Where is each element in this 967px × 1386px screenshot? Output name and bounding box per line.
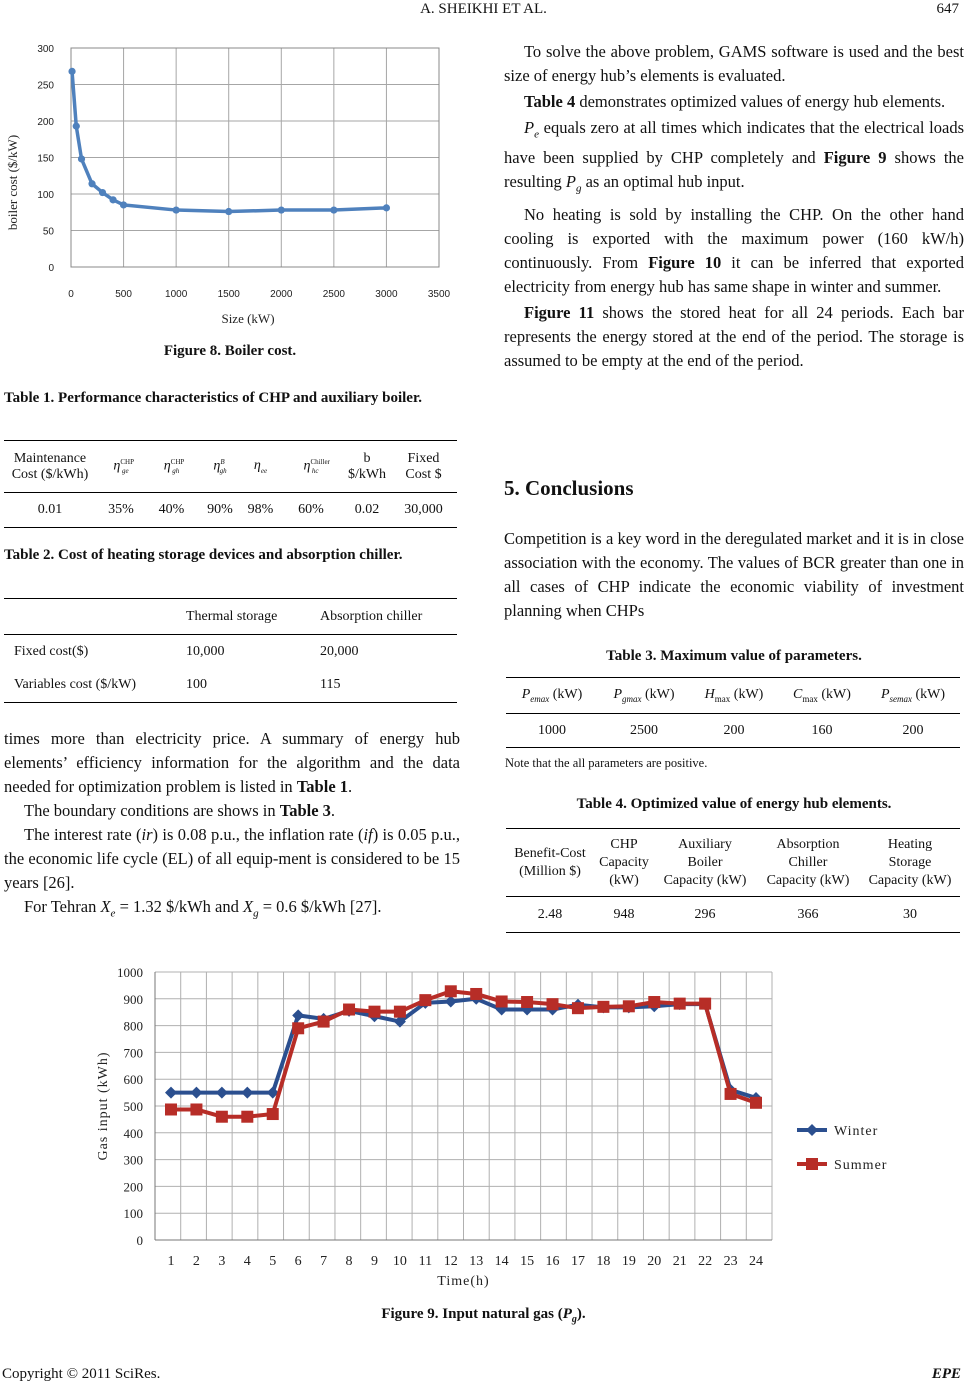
fig9-xtick-label: 17 xyxy=(570,1254,585,1269)
fig9-point-winter xyxy=(216,1087,228,1099)
fig8-ytick-label: 300 xyxy=(37,44,54,55)
table3 xyxy=(506,677,960,748)
fig9-ytick-label: 700 xyxy=(123,1045,143,1061)
fig8-xtick-label: 0 xyxy=(68,289,74,300)
t4-row: 2.48 948 296 366 30 xyxy=(506,897,960,933)
left-paragraph-2: The boundary conditions are shows in Table 3. xyxy=(24,801,336,820)
fig9-point-summer xyxy=(699,998,711,1010)
fig9-point-summer xyxy=(674,998,686,1010)
fig9-xtick-label: 22 xyxy=(698,1254,713,1269)
t1-row: 0.01 35% 40% 90% 98% 60% 0.02 30,000 xyxy=(4,493,457,528)
fig8-data-point xyxy=(88,180,95,187)
fig8-data-point xyxy=(109,196,116,203)
t2-row-fixed: Fixed cost($) 10,000 20,000 xyxy=(14,643,359,659)
t4-h-storage: Heating Storage Capacity (kW) xyxy=(868,836,952,888)
fig9-xtick-label: 23 xyxy=(723,1254,738,1269)
fig9-point-summer xyxy=(725,1088,737,1100)
fig9-point-summer xyxy=(521,996,533,1008)
right-paragraph-1: To solve the above problem, GAMS software is used and the best size of energy hub’s elements is evaluated. xyxy=(504,42,964,85)
fig9-ytick-label: 500 xyxy=(123,1099,143,1114)
fig9-ytick-label: 800 xyxy=(123,1018,143,1034)
fig9-legend-label-winter: Winter xyxy=(834,1124,879,1139)
fig9-xtick-label: 6 xyxy=(294,1254,302,1269)
fig8-data-point xyxy=(99,189,106,196)
table4 xyxy=(506,828,960,933)
fig9-xtick-label: 2 xyxy=(192,1254,200,1269)
fig9-point-summer xyxy=(750,1097,762,1109)
right-column-text xyxy=(504,40,964,373)
fig8-data-point xyxy=(173,206,180,213)
fig8-xtick-label: 2000 xyxy=(270,289,293,300)
left-paragraph-4: For Tehran $X_e = 1.32$ $/kWh and $X_g = 0.6$ $/kWh [27]. xyxy=(24,897,382,920)
figure8-caption: Figure 8. Boiler cost. xyxy=(163,343,297,359)
fig8-ytick-label: 150 xyxy=(37,153,54,165)
t3-h-pemax: $P_{emax}$ (kW) xyxy=(521,687,583,704)
fig9-legend-marker-winter xyxy=(806,1124,818,1136)
t1-h-eta-chiller: $\eta^{Chiller}_{hc}$ xyxy=(303,457,330,476)
t1-h-fixed: Fixed Cost $ xyxy=(405,450,442,482)
fig8-data-point xyxy=(68,68,75,75)
t2-row-variable: Variables cost ($/kW) 100 115 xyxy=(4,669,457,703)
fig9-point-summer xyxy=(470,988,482,1000)
fig8-xtick-label: 500 xyxy=(115,289,132,300)
fig9-ytick-label: 100 xyxy=(123,1206,143,1222)
fig9-xtick-label: 9 xyxy=(370,1254,378,1269)
fig9-xtick-label: 21 xyxy=(672,1254,687,1269)
fig9-x-axis-label: Time(h) xyxy=(437,1274,490,1289)
fig9-point-winter xyxy=(292,1009,304,1021)
t3-row: 1000 2500 200 160 200 xyxy=(506,714,960,748)
t1-h-eta-ge: $\eta^{CHP}_{ge}$ xyxy=(113,457,134,476)
fig8-ytick-label: 200 xyxy=(37,117,54,128)
fig8-data-point xyxy=(78,155,85,162)
t4-h-chiller: Absorption Chiller Capacity (kW) xyxy=(766,836,850,888)
running-title: A. SHEIKHI ET AL. xyxy=(420,1,547,17)
table3-caption: Table 3. Maximum value of parameters. xyxy=(606,648,862,664)
fig9-xtick-label: 10 xyxy=(392,1254,407,1269)
fig9-point-summer xyxy=(394,1006,406,1018)
footer-copyright: Copyright © 2011 SciRes. xyxy=(2,1366,161,1382)
fig9-point-summer xyxy=(318,1016,330,1028)
fig9-xtick-label: 12 xyxy=(443,1254,458,1269)
t1-h-b: b $/kWh xyxy=(347,450,387,482)
section-heading-conclusions: 5. Conclusions xyxy=(504,476,634,500)
fig9-ytick-label: 300 xyxy=(123,1152,143,1168)
fig9-point-summer xyxy=(343,1004,355,1016)
t1-h-maint: Maintenance Cost ($/kWh) xyxy=(11,450,89,482)
table2-caption: Table 2. Cost of heating storage devices and absorption chiller. xyxy=(4,547,403,563)
fig8-x-axis-label: Size (kW) xyxy=(221,311,275,326)
fig9-point-winter xyxy=(241,1087,253,1099)
fig9-xtick-label: 13 xyxy=(469,1254,484,1269)
fig9-xtick-label: 11 xyxy=(418,1254,433,1269)
conclusions-paragraph: Competition is a key word in the deregulated market and it is in close association with the economy. The values of BCR greater than one in all cases of CHP indicate the economic viability of investment planning when CHPs xyxy=(504,529,964,620)
t3-h-hmax: $H_{max}$ (kW) xyxy=(704,687,764,704)
fig8-data-point xyxy=(73,123,80,130)
fig9-point-summer xyxy=(165,1103,177,1115)
fig9-xtick-label: 20 xyxy=(647,1254,662,1269)
fig9-xtick-label: 3 xyxy=(218,1254,226,1269)
figure9-chart xyxy=(62,950,908,1300)
fig8-data-point xyxy=(278,206,285,213)
fig9-xtick-label: 4 xyxy=(243,1254,251,1269)
fig9-point-winter xyxy=(190,1087,202,1099)
fig9-xtick-label: 15 xyxy=(520,1254,535,1269)
fig9-ytick-label: 900 xyxy=(123,991,143,1007)
fig9-xtick-label: 24 xyxy=(749,1254,763,1269)
fig9-point-summer xyxy=(267,1108,279,1120)
fig8-xtick-label: 1500 xyxy=(217,289,240,300)
t1-h-eta-gh: $\eta^{CHP}_{gh}$ xyxy=(163,457,185,476)
fig8-data-point xyxy=(383,204,390,211)
fig8-data-point xyxy=(225,208,232,215)
left-paragraph-1: times more than electricity price. A summary of energy hub elements’ efficiency information for the algorithm and the data needed for optimization problem is listed in Table 1. xyxy=(4,729,460,796)
fig9-point-summer xyxy=(496,995,508,1007)
fig9-point-summer xyxy=(368,1006,380,1018)
fig8-xtick-label: 3500 xyxy=(427,289,451,300)
t4-h-chp: CHP Capacity (kW) xyxy=(599,836,649,888)
fig9-ytick-label: 1000 xyxy=(117,965,143,980)
t1-h-eta-ee: $\eta_{ee}$ xyxy=(253,458,268,475)
fig9-xtick-label: 18 xyxy=(596,1254,611,1269)
fig9-point-summer xyxy=(648,996,660,1008)
fig9-ytick-label: 600 xyxy=(123,1072,143,1088)
fig8-xtick-label: 3000 xyxy=(375,289,398,300)
fig9-legend-marker-summer xyxy=(806,1158,818,1170)
right-paragraph-3: $P_e$ equals zero at all times which indicates that the electrical loads have been supplied by CHP completely and Figure 9 shows the resulting $P_g$ as an optimal hub input. xyxy=(504,118,964,195)
t3-h-psemax: $P_{semax}$ (kW) xyxy=(880,687,946,704)
t3-h-cmax: $C_{max}$ (kW) xyxy=(793,687,851,704)
fig9-ytick-label: 200 xyxy=(123,1179,143,1195)
t3-h-pgmax: $P_{gmax}$ (kW) xyxy=(613,687,675,704)
fig8-ytick-label: 100 xyxy=(37,190,54,201)
fig9-point-summer xyxy=(547,998,559,1010)
fig9-xtick-label: 16 xyxy=(545,1254,560,1269)
t4-h-boiler: Auxiliary Boiler Capacity (kW) xyxy=(663,836,747,888)
table4-caption: Table 4. Optimized value of energy hub elements. xyxy=(576,796,892,812)
left-column-text xyxy=(4,727,460,925)
table1 xyxy=(4,440,457,528)
fig9-point-winter xyxy=(165,1087,177,1099)
fig8-y-axis-label: boiler cost ($/kW) xyxy=(5,134,20,231)
fig9-xtick-label: 7 xyxy=(320,1254,328,1269)
fig9-ytick-label: 0 xyxy=(136,1233,143,1248)
footer-journal: EPE xyxy=(931,1366,961,1382)
fig9-ytick-label: 400 xyxy=(123,1125,143,1141)
fig9-xtick-label: 5 xyxy=(269,1254,277,1269)
right-paragraph-5: Figure 11 shows the stored heat for all 24 periods. Each bar represents the energy stored at the end of the period. The storage is assumed to be empty at the end of the period. xyxy=(504,302,965,370)
t4-h-bcr: Benefit-Cost (Million $) xyxy=(514,845,586,879)
fig8-ytick-label: 50 xyxy=(42,226,54,238)
figure8-chart xyxy=(0,36,470,336)
fig8-data-point xyxy=(330,206,337,213)
left-paragraph-3: The interest rate (ir) is 0.08 p.u., the inflation rate (if) is 0.05 p.u., the economic life cycle (EL) of all equip-ment is considered to be 15 years [26]. xyxy=(4,825,460,892)
fig9-xtick-label: 14 xyxy=(494,1254,509,1269)
fig8-xtick-label: 2500 xyxy=(322,289,345,300)
fig9-y-axis-label: Gas input (kWh) xyxy=(96,1051,111,1161)
fig9-point-summer xyxy=(623,1000,635,1012)
fig9-xtick-label: 1 xyxy=(167,1254,175,1269)
fig9-point-summer xyxy=(419,994,431,1006)
fig9-point-summer xyxy=(190,1103,202,1115)
table2: Thermal storage Absorption chiller Fixed cost($) 10,000 20,000 Variables cost ($/kW) 100 115 xyxy=(4,598,457,703)
right-paragraph-4: No heating is sold by installing the CHP. On the other hand cooling is exported with the maximum power (160 kW/h) continuously. From Figure 10 it can be inferred that exported electricity from energy hub has same shape in winter and summer. xyxy=(504,204,964,296)
table1-caption: Table 1. Performance characteristics of CHP and auxiliary boiler. xyxy=(4,390,423,406)
fig8-xtick-label: 1000 xyxy=(165,289,188,300)
fig9-legend-label-summer: Summer xyxy=(834,1158,888,1173)
fig8-series-line xyxy=(72,71,386,211)
fig9-point-summer xyxy=(597,1001,609,1013)
fig9-xtick-label: 8 xyxy=(345,1254,353,1269)
table3-note: Note that the all parameters are positive. xyxy=(505,756,708,770)
right-paragraph-2: Table 4 demonstrates optimized values of energy hub elements. xyxy=(524,92,946,111)
fig9-point-summer xyxy=(241,1111,253,1123)
fig8-ytick-label: 0 xyxy=(48,263,54,274)
fig9-point-summer xyxy=(216,1111,228,1123)
fig8-ytick-label: 250 xyxy=(37,80,54,92)
fig9-xtick-label: 19 xyxy=(621,1254,636,1269)
figure9-caption: Figure 9. Input natural gas $(P_g)$. xyxy=(381,1306,586,1325)
fig9-point-summer xyxy=(445,985,457,997)
fig8-data-point xyxy=(120,201,127,208)
page-number: 647 xyxy=(936,1,959,17)
fig9-point-summer xyxy=(572,1002,584,1014)
t1-h-eta-b: $\eta^B_{gh}$ xyxy=(213,457,227,476)
fig9-point-summer xyxy=(292,1022,304,1034)
